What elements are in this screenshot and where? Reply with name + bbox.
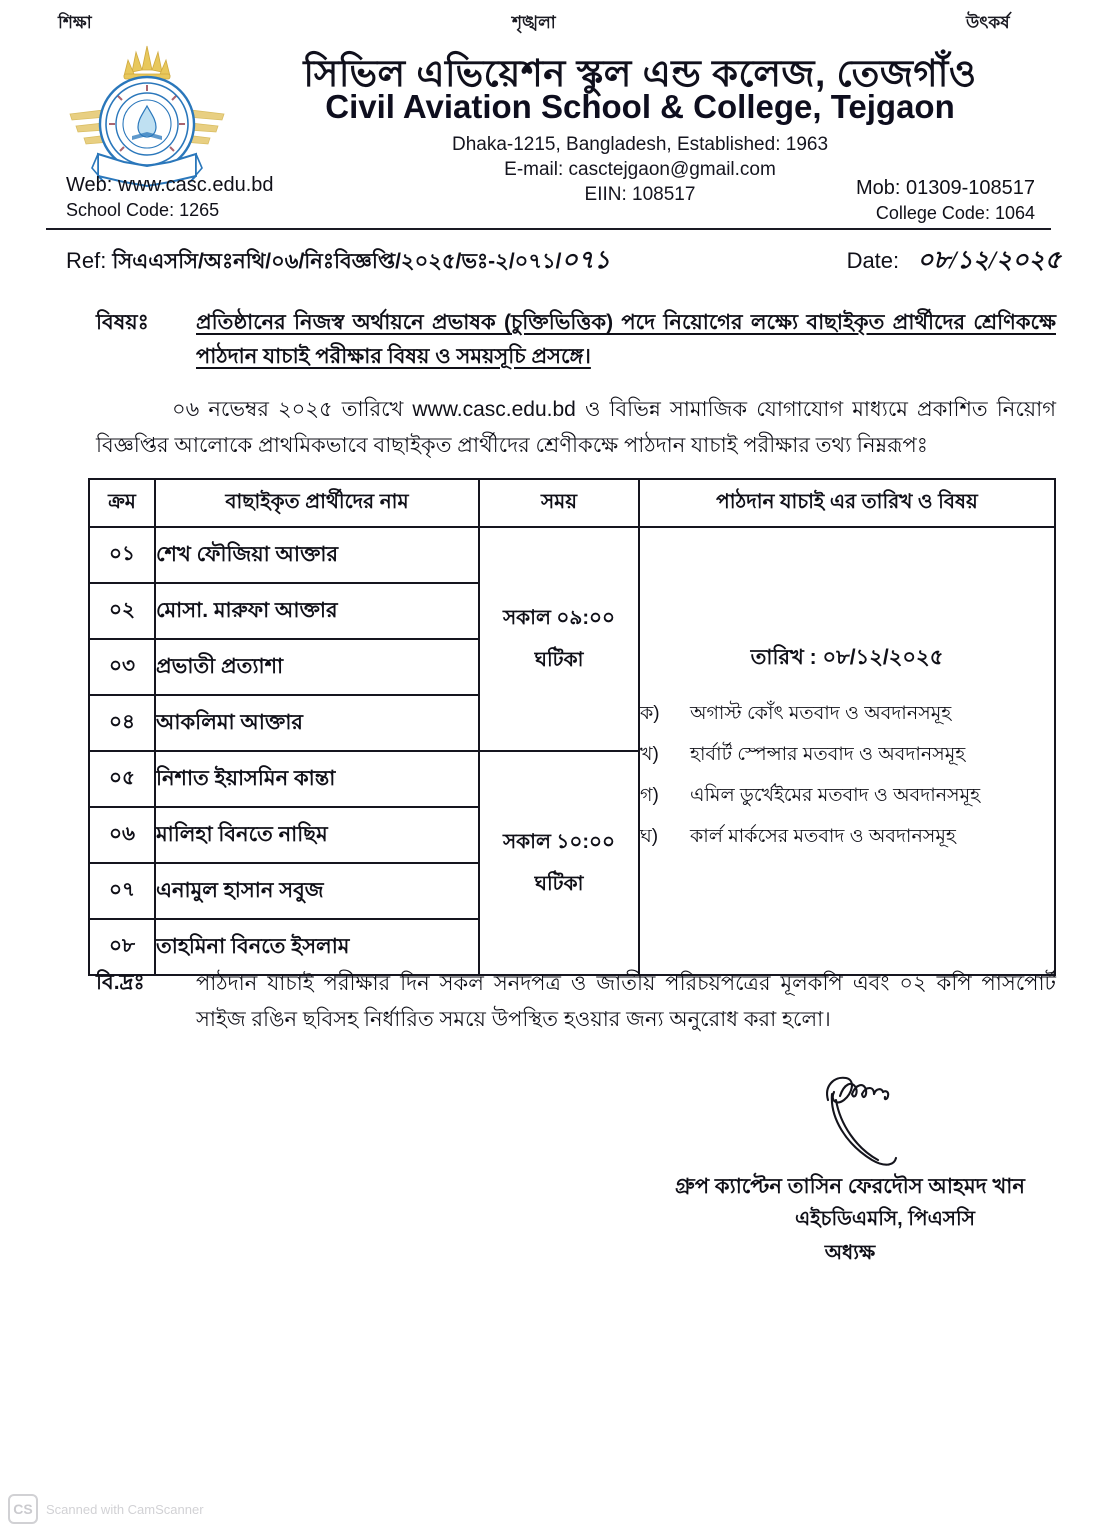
camscanner-watermark: [8, 1494, 204, 1524]
cell-serial: ০৭: [89, 863, 155, 919]
cell-name: তাহমিনা বিনতে ইসলাম: [155, 919, 479, 975]
school-website: Web: www.casc.edu.bd: [66, 174, 274, 196]
topic-item: [640, 702, 1054, 726]
topic-key: ঘ): [640, 825, 659, 847]
cell-time-group-1: [479, 527, 639, 751]
motto-left: শিক্ষা: [58, 13, 92, 32]
ref-label: Ref:: [66, 248, 107, 273]
reference-line: [66, 240, 610, 283]
cell-serial: ০৬: [89, 807, 155, 863]
cell-subject-block: [639, 527, 1055, 975]
header-name: বাছাইকৃত প্রার্থীদের নাম: [155, 479, 479, 527]
cell-serial: ০৪: [89, 695, 155, 751]
body-paragraph: ০৬ নভেম্বর ২০২৫ তারিখে www.casc.edu.bd ও বিভিন্ন সামাজিক যোগাযোগ মাধ্যমে প্রকাশিত নিয়োগ বিজ্ঞপ্তির আলোকে প্রাথমিকভাবে বাছাইকৃত প্রার্থীদের শ্রেণীকক্ষে পাঠদান যাচাই পরীক্ষার তথ্য নিম্নরূপঃ: [96, 398, 1056, 457]
cell-serial: ০৫: [89, 751, 155, 807]
header-subject: পাঠদান যাচাই এর তারিখ ও বিষয়: [639, 479, 1055, 527]
time-unit-2: ঘটিকা: [534, 873, 584, 895]
cell-time-group-2: [479, 751, 639, 975]
motto-row: [0, 8, 1095, 38]
subject-text: প্রতিষ্ঠানের নিজস্ব অর্থায়নে প্রভাষক (চুক্তিভিত্তিক) পদে নিয়োগের লক্ষ্যে বাছাইকৃত প্রার্থীদের শ্রেণিকক্ষে পাঠদান যাচাই পরীক্ষার বিষয় ও সময়সূচি প্রসঙ্গে।: [196, 311, 1056, 368]
cell-serial: ০২: [89, 583, 155, 639]
table-header-row: [89, 479, 1055, 527]
subject-block: [96, 306, 1056, 374]
letterhead-divider: [46, 228, 1051, 230]
note-block: [96, 966, 1056, 1038]
cell-serial: ০১: [89, 527, 155, 583]
signatory-qualification: এইচডিএমসি, পিএসসি: [795, 1208, 975, 1230]
header-time: সময়: [479, 479, 639, 527]
topic-text: এমিল ডুর্খেইমের মতবাদ ও অবদানসমূহ: [690, 784, 981, 806]
camscanner-badge-icon: CS: [8, 1494, 38, 1524]
school-name-english: Civil Aviation School & College, Tejgaon: [325, 88, 955, 125]
topic-text: কার্ল মার্কসের মতবাদ ও অবদানসমূহ: [690, 825, 956, 847]
ref-value: সিএএসসি/অঃনথি/০৬/নিঃবিজ্ঞপ্তি/২০২৫/ভঃ-২/০৭১/: [112, 250, 562, 273]
date-line: [847, 240, 1061, 283]
motto-right: উৎকর্ষ: [966, 13, 1010, 32]
topic-key: খ): [640, 743, 659, 765]
candidate-schedule-table: [88, 478, 1056, 976]
camscanner-text: Scanned with CamScanner: [46, 1501, 204, 1517]
exam-date: তারিখ : ০৮/১২/২০২৫: [750, 645, 944, 669]
school-code: School Code: 1265: [66, 200, 220, 220]
topic-item: [640, 825, 1054, 849]
topic-item: [640, 784, 1054, 808]
cell-name: নিশাত ইয়াসমিন কান্তা: [155, 751, 479, 807]
cell-name: প্রভাতী প্রত্যাশা: [155, 639, 479, 695]
topic-item: [640, 743, 1054, 767]
cell-name: মালিহা বিনতে নাছিম: [155, 807, 479, 863]
note-label: বি.দ্রঃ: [96, 971, 145, 994]
cell-serial: ০৩: [89, 639, 155, 695]
school-eiin: EIIN: 108517: [584, 184, 696, 205]
topic-text: অগাস্ট কোঁৎ মতবাদ ও অবদানসমূহ: [690, 702, 952, 724]
school-mobile: Mob: 01309-108517: [855, 177, 1035, 199]
topic-key: গ): [640, 784, 659, 806]
topic-text: হার্বার্ট স্পেন্সার মতবাদ ও অবদানসমূহ: [690, 743, 966, 765]
note-text: পাঠদান যাচাই পরীক্ষার দিন সকল সনদপত্র ও জাতীয় পরিচয়পত্রের মূলকপি এবং ০২ কপি পাসপোর্ট সাইজ রঙিন ছবিসহ নির্ধারিত সময়ে উপস্থিত হওয়ার জন্য অনুরোধ করা হলো।: [196, 972, 1056, 1031]
cell-name: শেখ ফৌজিয়া আক্তার: [155, 527, 479, 583]
cell-name: এনামুল হাসান সবুজ: [155, 863, 479, 919]
subject-label: বিষয়ঃ: [96, 311, 149, 334]
header-serial: ক্রম: [89, 479, 155, 527]
school-email: E-mail: casctejgaon@gmail.com: [504, 159, 776, 180]
time-label-2: সকাল ১০:০০: [502, 831, 616, 853]
cell-name: মোসা. মারুফা আক্তার: [155, 583, 479, 639]
handwritten-signature-icon: [790, 1070, 920, 1170]
school-address: Dhaka-1215, Bangladesh, Established: 1963: [451, 134, 829, 155]
cell-name: আকলিমা আক্তার: [155, 695, 479, 751]
time-label-1: সকাল ০৯:০০: [502, 607, 616, 629]
cell-serial: ০৮: [89, 919, 155, 975]
date-label: Date:: [846, 248, 900, 273]
time-unit-1: ঘটিকা: [534, 649, 584, 671]
topic-key: ক): [640, 702, 660, 724]
signatory-name: গ্রুপ ক্যাপ্টেন তাসিন ফেরদৌস আহমদ খান: [675, 1175, 1025, 1198]
date-value: ০৮/১২/২০২৫: [917, 247, 1061, 274]
signatory-designation: অধ্যক্ষ: [824, 1242, 876, 1264]
ref-handwritten-number: ০৭১: [561, 247, 611, 274]
motto-middle: শৃঙ্খলা: [512, 13, 556, 32]
college-code: College Code: 1064: [875, 203, 1035, 223]
school-name-bangla: সিভিল এভিয়েশন স্কুল এন্ড কলেজ, তেজগাঁও: [303, 53, 977, 94]
table-row: [89, 527, 1055, 583]
